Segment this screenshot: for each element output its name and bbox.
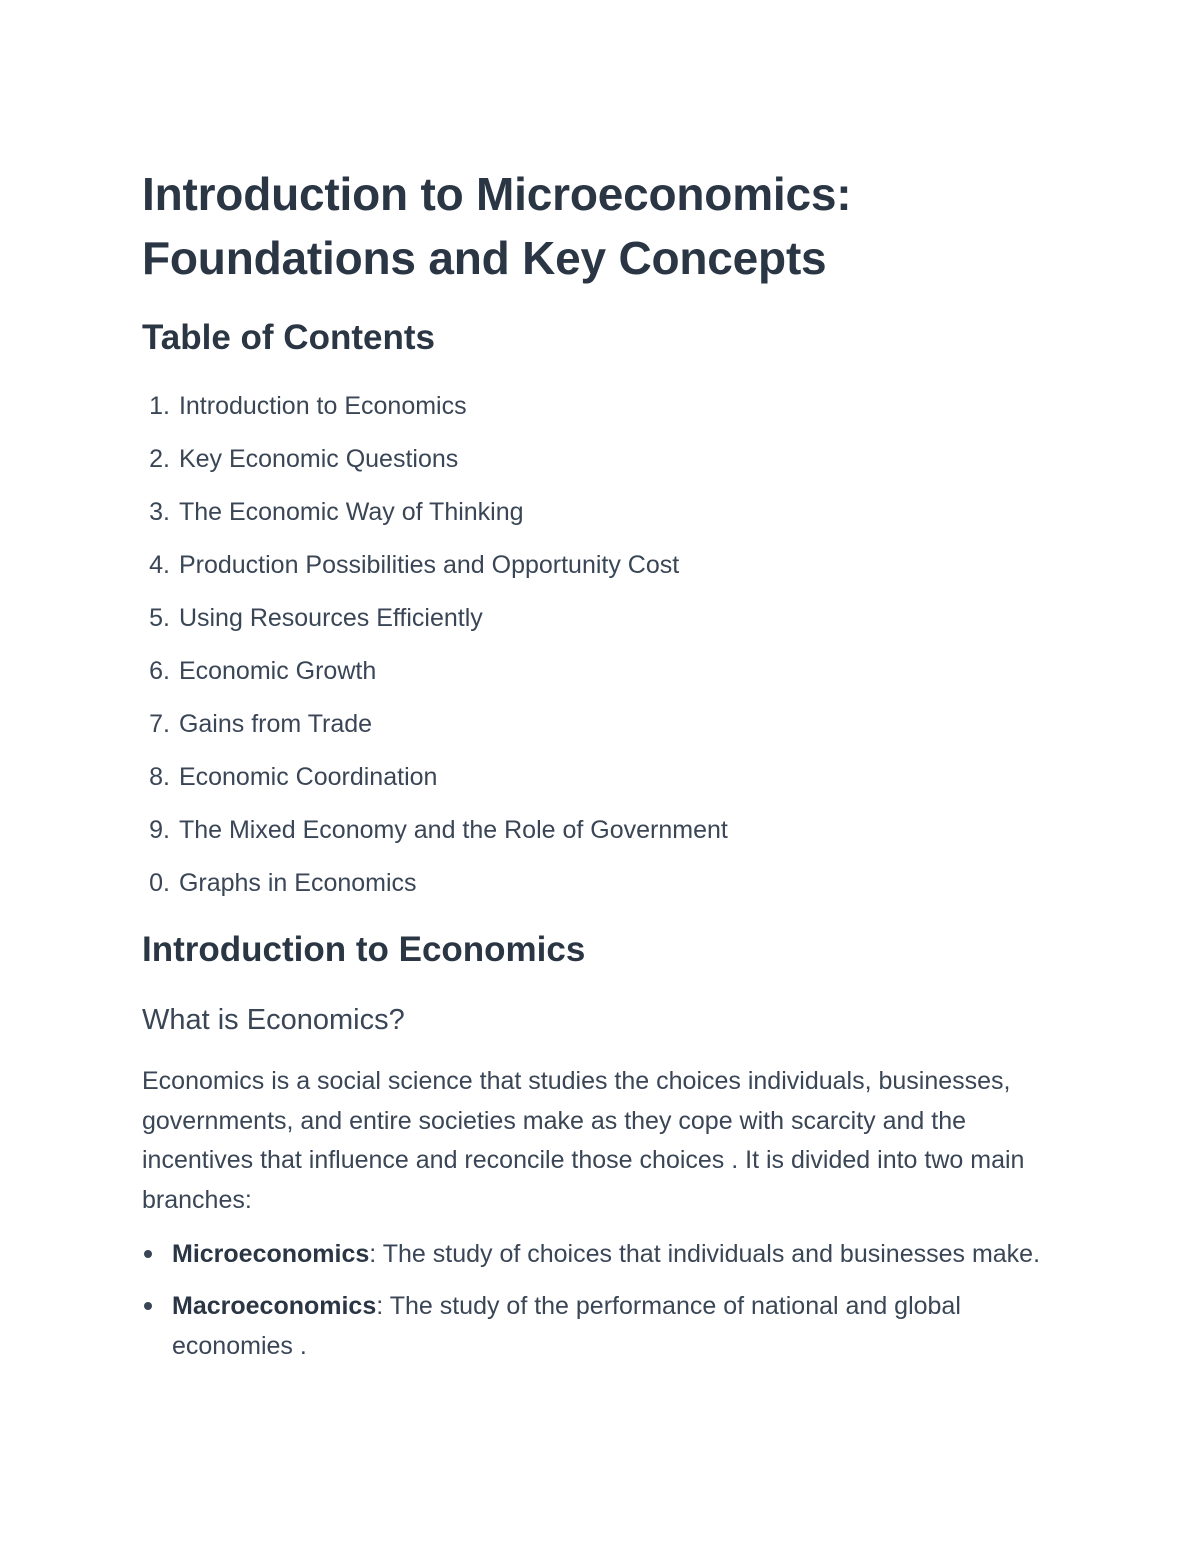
toc-item-label: Using Resources Efficiently bbox=[178, 604, 483, 632]
toc-item bbox=[142, 539, 728, 592]
toc-item-number: 5. bbox=[149, 604, 170, 632]
toc-item-label: Graphs in Economics bbox=[178, 869, 417, 897]
toc-item bbox=[142, 380, 728, 433]
toc-item bbox=[142, 592, 728, 645]
bullet-icon bbox=[144, 1302, 152, 1310]
toc-item-label: Production Possibilities and Opportunity Cost bbox=[178, 551, 680, 579]
section-heading: Introduction to Economics bbox=[142, 930, 586, 969]
list-item bbox=[142, 1286, 1062, 1366]
toc-item bbox=[142, 751, 728, 804]
toc-item-number: 3. bbox=[149, 498, 170, 526]
bullet-text: : The study of the performance of national and global economies . bbox=[172, 1292, 961, 1360]
toc-item-label: Introduction to Economics bbox=[178, 392, 467, 420]
toc-item-label: Economic Growth bbox=[178, 657, 377, 685]
toc-item bbox=[142, 433, 728, 486]
body-paragraph: Economics is a social science that studies the choices individuals, businesses, governments, and entire societies make as they cope with scarcity and the incentives that influence and reconcile those choices . It is divided into two main branches: bbox=[142, 1067, 1025, 1214]
document-title-line-1: Introduction to Microeconomics: bbox=[142, 168, 852, 220]
toc-heading: Table of Contents bbox=[142, 318, 435, 357]
toc-item-label: The Mixed Economy and the Role of Government bbox=[178, 816, 728, 844]
list-item bbox=[142, 1234, 1062, 1274]
toc-item-label: Key Economic Questions bbox=[178, 445, 459, 473]
toc-item-label: The Economic Way of Thinking bbox=[178, 498, 524, 526]
toc-item-number: 8. bbox=[149, 763, 170, 791]
section-subheading: What is Economics? bbox=[142, 1004, 405, 1036]
toc-item bbox=[142, 645, 728, 698]
toc-item-number: 4. bbox=[149, 551, 170, 579]
toc-item-label: Gains from Trade bbox=[178, 710, 373, 738]
toc-item bbox=[142, 486, 728, 539]
toc-item-number: 2. bbox=[149, 445, 170, 473]
toc-item-number: 7. bbox=[149, 710, 170, 738]
toc-item-number: 6. bbox=[149, 657, 170, 685]
document-title bbox=[142, 162, 851, 290]
toc-item-label: Economic Coordination bbox=[178, 763, 438, 791]
table-of-contents bbox=[142, 380, 728, 910]
toc-item-number: 0. bbox=[149, 869, 170, 897]
document-title-line-2: Foundations and Key Concepts bbox=[142, 232, 827, 284]
bullet-term: Microeconomics bbox=[172, 1240, 370, 1268]
toc-item-number: 1. bbox=[149, 392, 170, 420]
bullet-term: Macroeconomics bbox=[172, 1292, 377, 1320]
toc-item-number: 9. bbox=[149, 816, 170, 844]
branches-list bbox=[142, 1234, 1062, 1378]
bullet-icon bbox=[144, 1250, 152, 1258]
bullet-text: : The study of choices that individuals and businesses make. bbox=[369, 1240, 1041, 1268]
toc-item bbox=[142, 857, 728, 910]
toc-item bbox=[142, 804, 728, 857]
toc-item bbox=[142, 698, 728, 751]
